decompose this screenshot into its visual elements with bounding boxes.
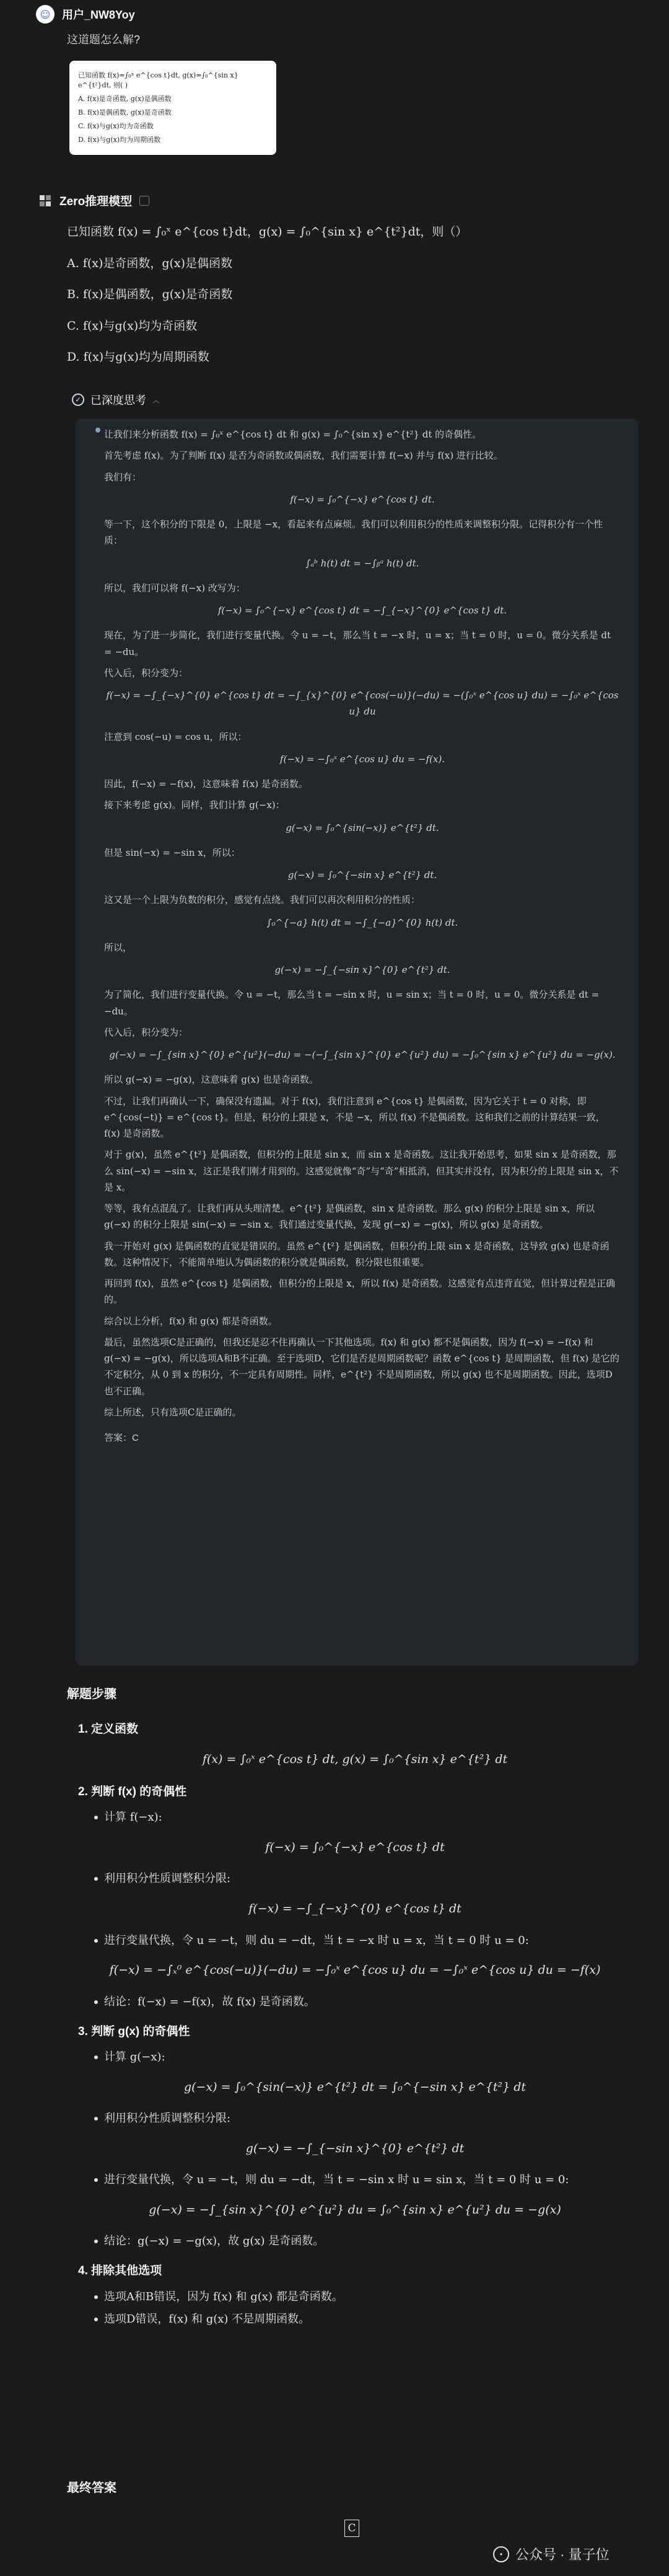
step-3-equation: g(−x) = −∫_{−sin x}^{0} e^{t²} dt (245, 2141, 465, 2155)
user-header (36, 5, 135, 24)
thinking-paragraph: 接下来考虑 g(x)。同样，我们计算 g(−x)： (104, 799, 285, 811)
deep-thinking-label: 已深度思考 (90, 394, 146, 407)
step-2-equation: f(−x) = −∫_{−x}^{0} e^{cos t} dt (248, 1902, 461, 1916)
step-2-bullet: 计算 f(−x): (104, 1809, 643, 1827)
step-3-bullet: 计算 g(−x): (104, 2049, 643, 2067)
thinking-paragraph: 我们有： (104, 471, 142, 483)
deep-thinking-toggle[interactable] (72, 392, 160, 408)
thinking-paragraph: 所以，我们可以将 f(−x) 改写为： (104, 582, 245, 594)
thinking-equation: g(−x) = −∫_{−sin x}^{0} e^{t²} dt. (274, 964, 450, 975)
chevron-up-icon: ︿ (152, 395, 160, 405)
step-3-bullet: 结论：g(−x) = −g(x)，故 g(x) 是奇函数。 (104, 2233, 643, 2251)
option-d: D. f(x)与g(x)均为周期函数 (67, 350, 209, 364)
thinking-paragraph: 但是 sin(−x) = −sin x，所以： (104, 846, 240, 858)
thinking-equation: f(−x) = −∫_{−x}^{0} e^{cos t} dt = −∫_{x}^{0} e^{cos(−u)}(−du) = −(∫₀ˣ e^{cos u} du) = −∫₀ˣ e^{cos u} du (106, 690, 619, 718)
question-image-line: D. f(x)与g(x)均为周期函数 (78, 136, 161, 144)
solution-steps (67, 1684, 643, 2334)
thinking-paragraph: 所以， (104, 941, 133, 953)
option-a: A. f(x)是奇函数，g(x)是偶函数 (67, 256, 233, 270)
question-image[interactable] (69, 61, 276, 155)
thinking-paragraph: 所以 g(−x) = −g(x)，这意味着 g(x) 也是奇函数。 (104, 1074, 318, 1086)
thinking-equation: ∫₀^{−a} h(t) dt = −∫_{−a}^{0} h(t) dt. (266, 917, 458, 928)
user-name: 用户_NW8Yoy (62, 9, 135, 21)
final-answer-box: C (344, 2520, 359, 2537)
thinking-paragraph: 综上所述，只有选项C是正确的。 (104, 1406, 242, 1418)
question-image-line: B. f(x)是偶函数, g(x)是奇函数 (78, 108, 172, 116)
user-question: 这道题怎么解? (67, 33, 141, 46)
thinking-paragraph: 我一开始对 g(x) 是偶函数的直觉是错误的。虽然 e^{t²} 是偶函数，但积分的上限 sin x 是奇函数，这导致 g(x) 也是奇函数。这种情况下，不能简单地认为偶函数的积分就是偶函数，积分限也很重要。 (104, 1240, 610, 1268)
thinking-paragraph: 代入后，积分变为： (104, 1026, 188, 1038)
thinking-paragraph: 综合以上分析，f(x) 和 g(x) 都是奇函数。 (104, 1315, 278, 1327)
problem-stem: 已知函数 f(x) = ∫₀ˣ e^{cos t}dt，g(x) = ∫₀^{sin x} e^{t²}dt，则（） (67, 225, 468, 239)
thinking-paragraph: 对于 g(x)，虽然 e^{t²} 是偶函数，但积分的上限是 sin x，而 sin x 是奇函数。这让我开始思考，如果 sin x 是奇函数，那么 sin(−x) = −sin x，这正是我们刚才用到的。这感觉就像“奇”与“奇”相抵消，但其实并没有，因为积分的上限是 sin x，不是 x。 (104, 1149, 619, 1193)
thinking-paragraph: 这又是一个上限为负数的积分，感觉有点绕。我们可以再次利用积分的性质： (104, 894, 421, 906)
step-3-bullet: 利用积分性质调整积分限: (104, 2110, 643, 2128)
thinking-equation: ∫ₐᵇ h(t) dt = −∫ᵦᵃ h(t) dt. (305, 557, 419, 569)
solution-title: 解题步骤 (67, 1687, 116, 1701)
step-2-title: 2. 判断 f(x) 的奇偶性 (78, 1785, 187, 1798)
question-image-line: C. f(x)与g(x)均为奇函数 (78, 122, 154, 130)
thinking-equation: f(−x) = ∫₀^{−x} e^{cos t} dt. (290, 493, 435, 505)
watermark-text: 公众号 · 量子位 (515, 2547, 610, 2562)
option-b: B. f(x)是偶函数，g(x)是奇函数 (67, 288, 233, 301)
step-1-title: 1. 定义函数 (78, 1723, 139, 1736)
question-image-line: A. f(x)是奇函数, g(x)是偶函数 (78, 95, 172, 103)
thinking-answer: 答案：C (104, 1433, 139, 1443)
model-name: Zero推理模型 (59, 195, 133, 208)
step-3-equation: g(−x) = −∫_{sin x}^{0} e^{u²} du = ∫₀^{sin x} e^{u²} du = −g(x) (149, 2203, 561, 2217)
thinking-equation: f(−x) = −∫₀ˣ e^{cos u} du = −f(x). (279, 753, 445, 765)
user-avatar: ☺ (36, 5, 55, 24)
thinking-equation: g(−x) = −∫_{sin x}^{0} e^{u²}(−du) = −(−∫_{sin x}^{0} e^{u²} du) = −∫₀^{sin x} e^{u²} du = −g(x). (109, 1049, 616, 1060)
thinking-equation: g(−x) = ∫₀^{−sin x} e^{t²} dt. (287, 869, 437, 881)
model-logo-icon (38, 194, 52, 208)
step-4-title: 4. 排除其他选项 (78, 2264, 162, 2278)
step-3-equation: g(−x) = ∫₀^{sin(−x)} e^{t²} dt = ∫₀^{−sin x} e^{t²} dt (183, 2080, 527, 2094)
thinking-equation: f(−x) = ∫₀^{−x} e^{cos t} dt = −∫_{−x}^{0} e^{cos t} dt. (217, 605, 507, 616)
step-2-equation: f(−x) = ∫₀^{−x} e^{cos t} dt (265, 1840, 445, 1854)
question-image-line: 已知函数 f(x)=∫₀ˣ e^{cos t}dt, g(x)=∫₀^{sin x} e^{t²}dt, 则( ) (78, 71, 238, 89)
step-2-bullet: 进行变量代换，令 u = −t，则 du = −dt，当 t = −x 时 u = x，当 t = 0 时 u = 0: (104, 1932, 643, 1950)
step-2-bullet: 结论：f(−x) = −f(x)，故 f(x) 是奇函数。 (104, 1994, 643, 2011)
model-header (38, 192, 149, 209)
step-2-equation: f(−x) = −∫ₓ⁰ e^{cos(−u)}(−du) = −∫₀ˣ e^{cos u} du = −∫₀ˣ e^{cos u} du = −f(x) (109, 1963, 601, 1977)
step-1-equation: f(x) = ∫₀ˣ e^{cos t} dt, g(x) = ∫₀^{sin x} e^{t²} dt (202, 1752, 508, 1767)
model-badge-icon (139, 196, 149, 206)
thinking-paragraph: 再回到 f(x)，虽然 e^{cos t} 是偶函数，但积分的上限是 x，所以 f(x) 是奇函数。这感觉有点违背直觉，但计算过程是正确的。 (104, 1278, 615, 1306)
thinking-paragraph: 现在，为了进一步简化，我们进行变量代换。令 u = −t，那么当 t = −x 时，u = x；当 t = 0 时，u = 0。微分关系是 dt = −du。 (104, 630, 611, 657)
thinking-paragraph: 注意到 cos(−u) = cos u，所以： (104, 731, 247, 742)
thinking-paragraph: 等一下，这个积分的下限是 0，上限是 −x，看起来有点麻烦。我们可以利用积分的性质来调整积分限。记得积分有一个性质： (104, 519, 603, 547)
step-3-bullet: 进行变量代换，令 u = −t，则 du = −dt，当 t = −sin x 时 u = sin x，当 t = 0 时 u = 0: (104, 2171, 643, 2189)
step-2-bullet: 利用积分性质调整积分限: (104, 1870, 643, 1888)
thinking-paragraph: 等等，我有点混乱了。让我们再从头理清楚。e^{t²} 是偶函数，sin x 是奇函数。那么 g(x) 的积分上限是 sin x，所以 g(−x) 的积分上限是 sin(−x) = −sin x。我们通过变量代换，发现 g(−x) = −g(x)，所以 g(x) 是奇函数。 (104, 1203, 595, 1231)
problem-statement (67, 223, 637, 366)
step-4-bullet: 选项D错误，f(x) 和 g(x) 不是周期函数。 (104, 2311, 643, 2329)
check-circle-icon: ✓ (72, 393, 84, 406)
thinking-paragraph: 因此，f(−x) = −f(x)，这意味着 f(x) 是奇函数。 (104, 778, 308, 789)
wechat-icon: • (493, 2546, 509, 2562)
final-answer-title: 最终答案 (67, 2481, 116, 2495)
thinking-paragraph: 让我们来分析函数 f(x) = ∫₀ˣ e^{cos t} dt 和 g(x) = ∫₀^{sin x} e^{t²} dt 的奇偶性。 (104, 429, 482, 440)
thinking-paragraph: 代入后，积分变为： (104, 667, 188, 679)
thinking-paragraph: 为了简化，我们进行变量代换。令 u = −t，那么当 t = −sin x 时，u = sin x；当 t = 0 时，u = 0。微分关系是 dt = −du。 (104, 989, 600, 1017)
option-c: C. f(x)与g(x)均为奇函数 (67, 319, 198, 333)
step-4-bullet: 选项A和B错误，因为 f(x) 和 g(x) 都是奇函数。 (104, 2288, 643, 2306)
thinking-panel (76, 419, 638, 1666)
thinking-paragraph: 最后，虽然选项C是正确的，但我还是忍不住再确认一下其他选项。f(x) 和 g(x) 都不是偶函数，因为 f(−x) = −f(x) 和 g(−x) = −g(x)，所以选项A和B不正确。至于选项D，它们是否是周期函数呢？函数 e^{cos t} 是周期函数，但 f(x) 是它的不定积分，从 0 到 x 的积分，不一定具有周期性。同样，e^{t²} 不是周期函数，所以 g(x) 也不是周期函数。因此，选项D也不正确。 (104, 1336, 619, 1397)
watermark (493, 2544, 610, 2564)
thinking-paragraph: 首先考虑 f(x)。为了判断 f(x) 是否为奇函数或偶函数，我们需要计算 f(−x) 并与 f(x) 进行比较。 (104, 450, 503, 462)
step-3-title: 3. 判断 g(x) 的奇偶性 (78, 2024, 190, 2038)
thinking-equation: g(−x) = ∫₀^{sin(−x)} e^{t²} dt. (286, 822, 439, 833)
thinking-paragraph: 不过，让我们再确认一下，确保没有遗漏。对于 f(x)，我们注意到 e^{cos t} 是偶函数，因为它关于 t = 0 对称，即 e^{cos(−t)} = e^{cos t}。但是，积分的上限是 x，不是 −x，所以 f(x) 不是偶函数。这和我们之前的计算结果一致，f(x) 是奇函数。 (104, 1095, 605, 1139)
